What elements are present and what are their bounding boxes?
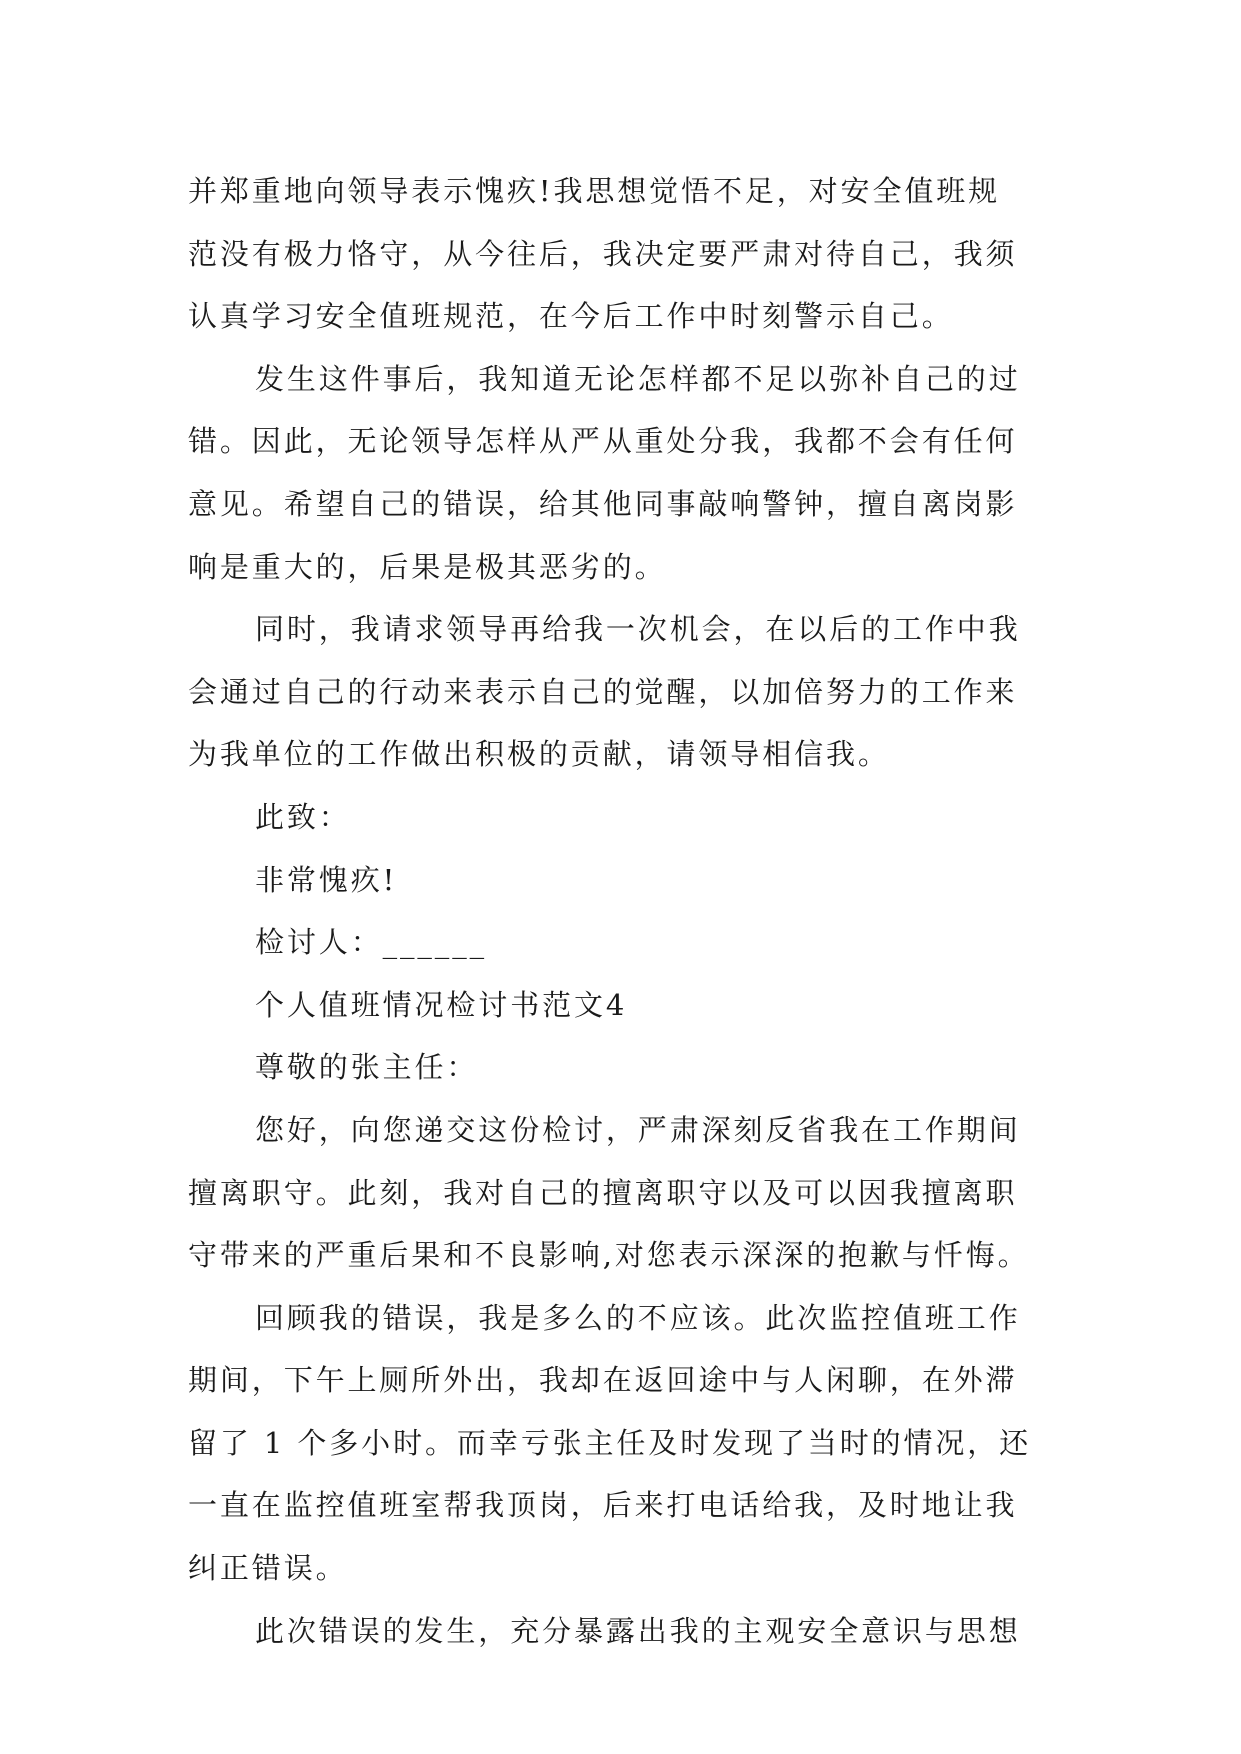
text-line: 会通过自己的行动来表示自己的觉醒，以加倍努力的工作来 xyxy=(188,674,1018,709)
text-line: 期间，下午上厕所外出，我却在返回途中与人闲聊，在外滞 xyxy=(188,1363,1018,1398)
text-line: 您好，向您递交这份检讨，严肃深刻反省我在工作期间 xyxy=(255,1112,1021,1147)
text-line: 守带来的严重后果和不良影响,对您表示深深的抱歉与忏悔。 xyxy=(188,1238,1030,1273)
document-body xyxy=(188,160,1060,1662)
text-line: 回顾我的错误，我是多么的不应该。此次监控值班工作 xyxy=(255,1300,1021,1335)
text-line: 此致： xyxy=(255,799,351,834)
text-line: 认真学习安全值班规范，在今后工作中时刻警示自己。 xyxy=(188,299,954,334)
text-line: 此次错误的发生，充分暴露出我的主观安全意识与思想 xyxy=(255,1613,1021,1648)
text-line: 发生这件事后，我知道无论怎样都不足以弥补自己的过 xyxy=(255,361,1021,396)
text-line: 尊敬的张主任： xyxy=(255,1050,479,1085)
text-line: 个人值班情况检讨书范文4 xyxy=(255,987,628,1022)
text-line: 为我单位的工作做出积极的贡献，请领导相信我。 xyxy=(188,737,890,772)
text-line: 响是重大的，后果是极其恶劣的。 xyxy=(188,549,667,584)
text-line: 并郑重地向领导表示愧疚!我思想觉悟不足，对安全值班规 xyxy=(188,174,1001,208)
text-line: 擅离职守。此刻，我对自己的擅离职守以及可以因我擅离职 xyxy=(188,1175,1018,1210)
text-line: 错。因此，无论领导怎样从严从重处分我，我都不会有任何 xyxy=(188,424,1018,459)
text-line: 检讨人：______ xyxy=(255,925,488,960)
text-line: 同时，我请求领导再给我一次机会，在以后的工作中我 xyxy=(255,612,1021,647)
text-line: 意见。希望自己的错误，给其他同事敲响警钟，擅自离岗影 xyxy=(188,486,1018,521)
text-line: 一直在监控值班室帮我顶岗，后来打电话给我，及时地让我 xyxy=(188,1488,1018,1523)
text-line: 非常愧疚! xyxy=(255,862,398,897)
text-line: 留了 1 个多小时。而幸亏张主任及时发现了当时的情况，还 xyxy=(188,1425,1032,1460)
text-line: 范没有极力恪守，从今往后，我决定要严肃对待自己，我须 xyxy=(188,236,1018,271)
text-line: 纠正错误。 xyxy=(188,1551,348,1586)
